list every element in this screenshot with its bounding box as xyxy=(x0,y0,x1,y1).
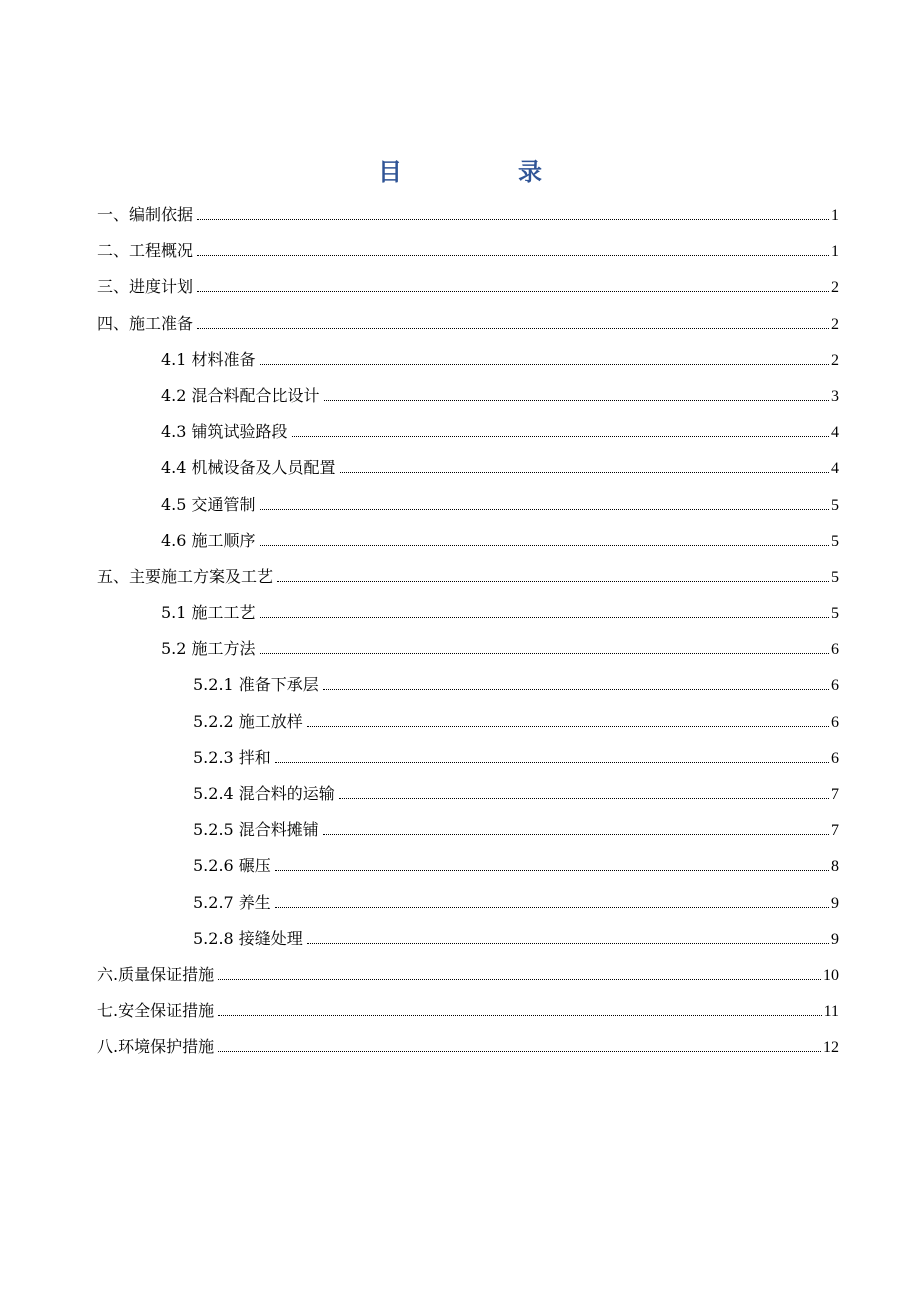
toc-leader-dots xyxy=(260,508,829,510)
toc-entry-page: 12 xyxy=(823,1039,839,1057)
toc-entry[interactable] xyxy=(97,740,839,776)
toc-entry[interactable] xyxy=(97,885,839,921)
toc-leader-dots xyxy=(324,399,829,401)
toc-entry[interactable] xyxy=(97,776,839,812)
toc-entry[interactable] xyxy=(97,595,839,631)
toc-entry[interactable] xyxy=(97,487,839,523)
toc-leader-dots xyxy=(218,1050,821,1052)
toc-leader-dots xyxy=(339,797,829,799)
toc-entry-page: 9 xyxy=(831,894,839,912)
toc-entry-label: 四、施工准备 xyxy=(97,313,194,333)
toc-entry-page: 5 xyxy=(831,568,839,586)
toc-leader-dots xyxy=(340,471,829,473)
toc-entry-label: 4.3 铺筑试验路段 xyxy=(161,422,288,442)
toc-entry-label: 4.5 交通管制 xyxy=(161,494,256,514)
toc-entry[interactable] xyxy=(97,631,839,667)
toc-entry-label: 5.2.6 碾压 xyxy=(193,856,271,876)
toc-entry-label: 5.2.1 准备下承层 xyxy=(193,675,319,695)
toc-entry-label: 八.环境保护措施 xyxy=(97,1037,215,1057)
toc-entry-label: 5.2.7 养生 xyxy=(193,892,271,912)
toc-title: 目 录 xyxy=(378,158,588,186)
toc-entry-page: 10 xyxy=(823,966,839,984)
toc-leader-dots xyxy=(323,688,829,690)
toc-leader-dots xyxy=(260,544,829,546)
toc-leader-dots xyxy=(260,616,829,618)
toc-entry-page: 6 xyxy=(831,713,839,731)
toc-entry[interactable] xyxy=(97,957,839,993)
toc-leader-dots xyxy=(218,1014,822,1016)
toc-entry[interactable] xyxy=(97,342,839,378)
toc-entry-page: 5 xyxy=(831,605,839,623)
toc-entry-label: 七.安全保证措施 xyxy=(97,1001,215,1021)
toc-entry-page: 1 xyxy=(831,207,839,224)
toc-leader-dots xyxy=(275,869,829,871)
toc-entry-label: 六.质量保证措施 xyxy=(97,964,215,984)
toc-entry[interactable] xyxy=(97,993,839,1029)
toc-entry[interactable] xyxy=(97,559,839,595)
toc-entry-label: 4.6 施工顺序 xyxy=(161,530,256,550)
toc-entry[interactable] xyxy=(97,1029,839,1065)
toc-entry[interactable] xyxy=(97,704,839,740)
toc-entry[interactable] xyxy=(97,378,839,414)
toc-entry-page: 4 xyxy=(831,424,839,442)
toc-entry[interactable] xyxy=(97,197,839,233)
toc-entry-page: 6 xyxy=(831,749,839,767)
toc-entry-label: 五、主要施工方案及工艺 xyxy=(97,566,274,586)
toc-entry-label: 5.2 施工方法 xyxy=(161,639,256,659)
toc-entry-label: 三、进度计划 xyxy=(97,277,194,297)
toc-entry[interactable] xyxy=(97,667,839,703)
toc-leader-dots xyxy=(260,652,829,654)
toc-leader-dots xyxy=(307,942,829,944)
toc-entry-label: 5.2.3 拌和 xyxy=(193,747,271,767)
toc-leader-dots xyxy=(218,978,821,980)
toc-entry[interactable] xyxy=(97,414,839,450)
toc-entry-page: 6 xyxy=(831,641,839,659)
toc-entry[interactable] xyxy=(97,812,839,848)
toc-leader-dots xyxy=(197,290,829,292)
toc-leader-dots xyxy=(197,327,829,329)
toc-entry-page: 3 xyxy=(831,387,839,405)
toc-entry-page: 8 xyxy=(831,858,839,876)
toc-entry[interactable] xyxy=(97,233,839,269)
toc-entry-page: 9 xyxy=(831,930,839,948)
toc-leader-dots xyxy=(275,761,829,763)
toc-entry-label: 4.4 机械设备及人员配置 xyxy=(161,458,336,478)
toc-leader-dots xyxy=(275,906,829,908)
toc-leader-dots xyxy=(197,218,829,220)
toc-leader-dots xyxy=(292,435,829,437)
toc-list xyxy=(97,197,839,1066)
toc-entry[interactable] xyxy=(97,848,839,884)
toc-entry-page: 4 xyxy=(831,460,839,478)
toc-entry-label: 一、编制依据 xyxy=(97,205,194,224)
toc-entry-label: 4.2 混合料配合比设计 xyxy=(161,385,320,405)
toc-entry-label: 5.1 施工工艺 xyxy=(161,603,256,623)
toc-entry-page: 5 xyxy=(831,496,839,514)
toc-leader-dots xyxy=(307,725,829,727)
toc-leader-dots xyxy=(277,580,829,582)
toc-entry-page: 1 xyxy=(831,243,839,261)
toc-entry[interactable] xyxy=(97,269,839,305)
toc-entry[interactable] xyxy=(97,523,839,559)
toc-entry-label: 5.2.2 施工放样 xyxy=(193,711,303,731)
toc-entry[interactable] xyxy=(97,450,839,486)
toc-entry-page: 5 xyxy=(831,532,839,550)
toc-entry[interactable] xyxy=(97,921,839,957)
toc-entry-label: 5.2.5 混合料摊铺 xyxy=(193,820,319,840)
toc-entry-page: 11 xyxy=(823,1003,839,1021)
toc-entry-page: 2 xyxy=(831,315,839,333)
toc-leader-dots xyxy=(260,363,829,365)
toc-entry-page: 7 xyxy=(831,822,839,840)
toc-entry[interactable] xyxy=(97,306,839,342)
toc-entry-page: 2 xyxy=(831,279,839,297)
toc-entry-label: 5.2.4 混合料的运输 xyxy=(193,784,335,803)
toc-leader-dots xyxy=(323,833,829,835)
toc-entry-label: 二、工程概况 xyxy=(97,241,194,261)
toc-leader-dots xyxy=(197,254,829,256)
toc-entry-label: 5.2.8 接缝处理 xyxy=(193,928,303,948)
toc-entry-label: 4.1 材料准备 xyxy=(161,349,256,369)
toc-entry-page: 7 xyxy=(831,786,839,803)
toc-entry-page: 6 xyxy=(831,677,839,695)
toc-entry-page: 2 xyxy=(831,351,839,369)
